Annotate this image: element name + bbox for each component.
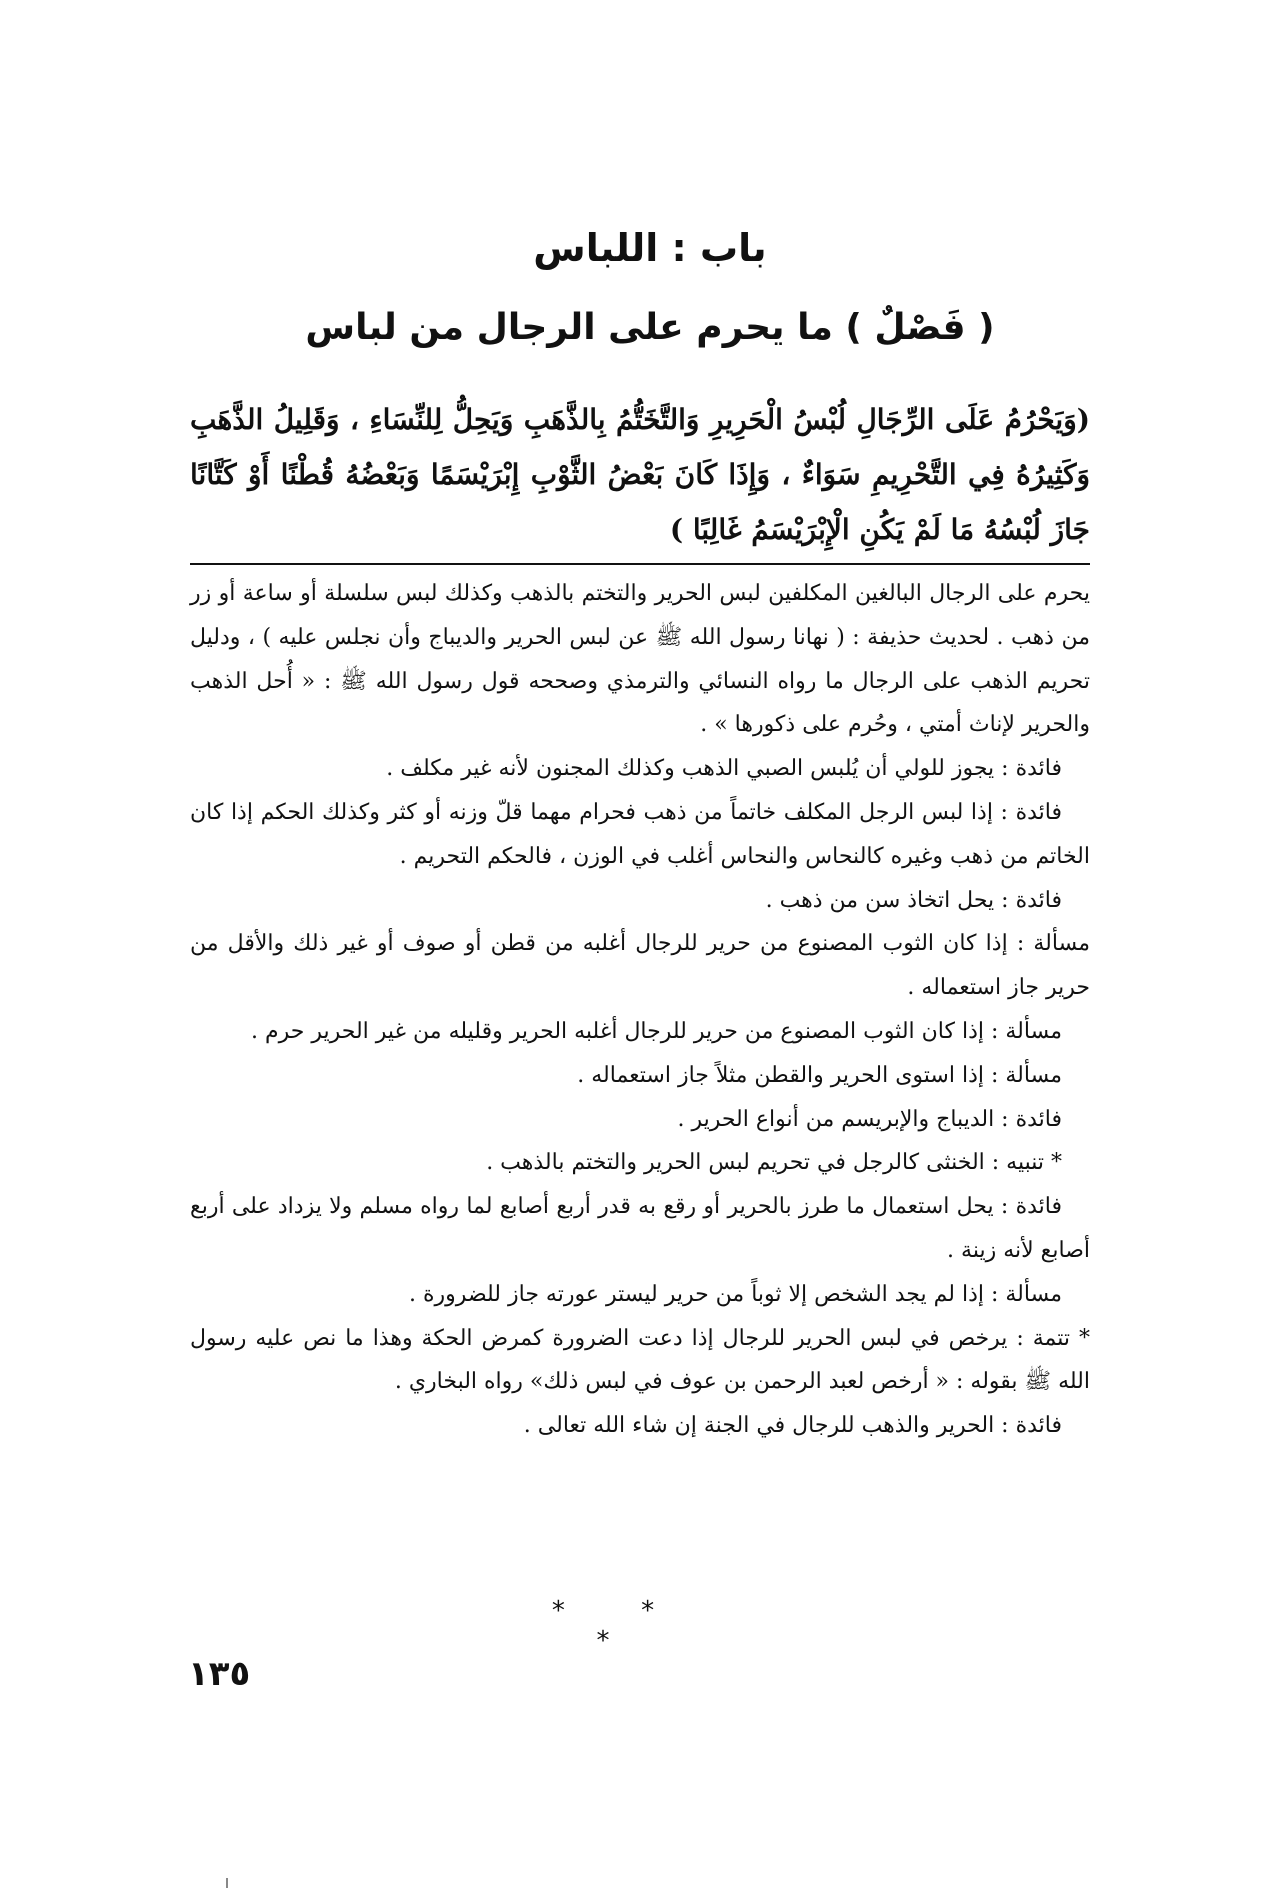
section-title: ( فَصْلٌ ) ما يحرم على الرجال من لباس <box>305 307 995 348</box>
commentary-paragraph: فائدة : يجوز للولي أن يُلبس الصبي الذهب وكذلك المجنون لأنه غير مكلف . <box>386 756 1062 782</box>
chapter-title: باب : اللباس <box>533 226 767 270</box>
commentary-paragraph: مسألة : إذا لم يجد الشخص إلا ثوباً من حرير ليستر عورته جاز للضرورة . <box>409 1281 1062 1307</box>
commentary-paragraph: فائدة : الديباج والإبريسم من أنواع الحرير . <box>677 1106 1062 1132</box>
commentary-paragraph: يحرم على الرجال البالغين المكلفين لبس الحرير والتختم بالذهب وكذلك لبس سلسلة أو ساعة أو زر من ذهب . لحديث حذيفة : ( نهانا رسول الله ﷺ عن لبس الحرير والديباج وأن نجلس عليه ) ، ودليل تحريم الذهب على الرجال ما رواه النسائي والترمذي وصححه قول رسول الله ﷺ : « أُحل الذهب والحرير لإناث أمتي ، وحُرم على ذكورها » . <box>190 581 1091 738</box>
commentary-paragraph: * تتمة : يرخص في لبس الحرير للرجال إذا دعت الضرورة كمرض الحكة وهذا ما نص عليه رسول الله ﷺ بقوله : « أرخص لعبد الرحمن بن عوف في لبس ذلك» رواه البخاري . <box>190 1325 1090 1395</box>
commentary-paragraph: * تنبيه : الخنثى كالرجل في تحريم لبس الحرير والتختم بالذهب . <box>486 1150 1062 1176</box>
matn-underline <box>190 563 1090 565</box>
commentary-paragraph: فائدة : يحل اتخاذ سن من ذهب . <box>765 887 1062 913</box>
commentary-paragraph: مسألة : إذا كان الثوب المصنوع من حرير للرجال أغلبه الحرير وقليله من غير الحرير حرم . <box>251 1018 1062 1044</box>
commentary-paragraph: مسألة : إذا استوى الحرير والقطن مثلاً جاز استعماله . <box>577 1062 1062 1088</box>
commentary-paragraph: فائدة : الحرير والذهب للرجال في الجنة إن شاء الله تعالى . <box>523 1413 1062 1439</box>
commentary-paragraph: فائدة : إذا لبس الرجل المكلف خاتماً من ذهب فحرام مهما قلّ وزنه أو كثر وكذلك الحكم إذا كان الخاتم من ذهب وغيره كالنحاس والنحاس أغلب في الوزن ، فالحكم التحريم . <box>190 799 1090 869</box>
commentary-paragraph: مسألة : إذا كان الثوب المصنوع من حرير للرجال أغلبه من قطن أو صوف أو غير ذلك والأقل من حرير جاز استعماله . <box>190 931 1090 1001</box>
commentary <box>190 572 1090 1448</box>
page-number: ١٣٥ <box>188 1654 251 1694</box>
commentary-paragraph: فائدة : يحل استعمال ما طرز بالحرير أو رقع به قدر أربع أصابع لما رواه مسلم ولا يزداد على أربع أصابع لأنه زينة . <box>190 1194 1090 1263</box>
matn-text: (وَيَحْرُمُ عَلَى الرِّجَالِ لُبْسُ الْحَرِيرِ وَالتَّخَتُّمُ بِالذَّهَبِ وَيَحِلُّ لِلنِّسَاءِ ، وَقَلِيلُ الذَّهَبِ وَكَثِيرُهُ فِي التَّحْرِيمِ سَوَاءٌ ، وَإِذَا كَانَ بَعْضُ الثَّوْبِ إِبْرَيْسَمًا وَبَعْضُهُ قُطْنًا أَوْ كَتَّانًا جَازَ لُبْسُهُ مَا لَمْ يَكُنِ الْإِبْرَيْسَمُ غَالِبًا ) <box>190 403 1090 546</box>
section-separator: * * * <box>551 1596 689 1656</box>
scan-mark <box>226 1878 228 1888</box>
